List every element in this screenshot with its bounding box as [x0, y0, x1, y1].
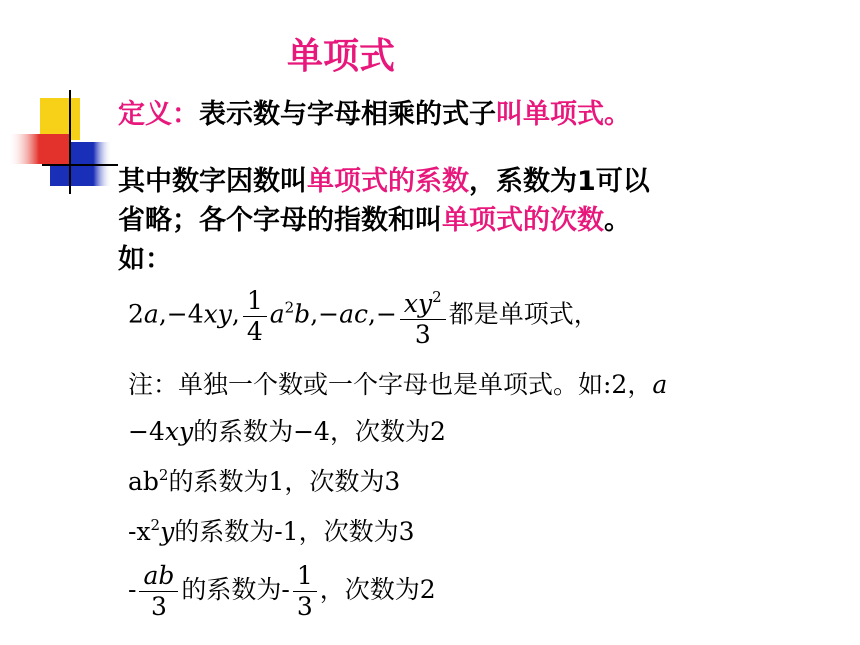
fraction-denominator: 3 [296, 592, 313, 621]
example-line-2 [128, 462, 400, 498]
example-suffix: 都是单项式， [448, 299, 599, 329]
example-exponent: 2 [284, 298, 295, 317]
deco-red-bar [8, 134, 70, 164]
example-comma: , [310, 299, 319, 329]
example-var: xy [403, 289, 433, 318]
coefficient-line-3 [118, 240, 650, 279]
fraction-ab-over-3 [139, 561, 178, 622]
degree-text: 省略；各个字母的指数和叫 [118, 205, 442, 236]
definition-term: 叫单项式。 [496, 99, 631, 130]
coefficient-text-1: 其中数字因数叫 [118, 166, 307, 197]
example-exponent: 2 [432, 288, 442, 306]
line-term: ab [128, 467, 159, 496]
example-comma: , [231, 299, 240, 329]
note-text: 注：单独一个数或一个字母也是单项式。如:2， [128, 370, 653, 399]
line-text: 的系数为−4，次数为2 [193, 417, 446, 446]
line-term: - [128, 575, 137, 604]
definition-label: 定义： [118, 99, 199, 130]
line-exponent: 2 [158, 466, 169, 484]
slide-title: 单项式 [287, 36, 396, 77]
example-formula [128, 282, 599, 350]
line-term: -x [128, 517, 151, 546]
example-var: a [143, 299, 159, 329]
example-comma: , [368, 299, 376, 329]
fraction-numerator: 1 [243, 286, 267, 317]
example-term: − [318, 299, 340, 329]
example-var: a [269, 299, 285, 329]
example-term: − [375, 299, 397, 329]
example-term: −4 [166, 299, 204, 329]
example-var: b [294, 299, 311, 329]
fraction-xy2-over-3 [400, 282, 446, 350]
line-var: ab [143, 561, 175, 590]
example-line-1 [128, 412, 446, 448]
degree-term: 单项式的次数 [442, 205, 604, 236]
example-line-3 [128, 512, 414, 548]
fraction-denominator: 4 [246, 316, 263, 346]
example-term: 2 [128, 299, 144, 329]
fraction-denominator: 3 [150, 592, 167, 621]
coefficient-one: 1 [577, 166, 596, 197]
line-var: xy [164, 417, 194, 446]
coefficient-text-2: ，系数为 [469, 166, 577, 197]
note-var: a [652, 370, 668, 399]
example-var: xy [203, 299, 232, 329]
coefficient-term: 单项式的系数 [307, 166, 469, 197]
line-text: 的系数为1，次数为3 [168, 467, 401, 496]
definition-line [118, 95, 631, 134]
line-text: 的系数为- [181, 575, 290, 604]
fraction-numerator [400, 282, 446, 320]
corner-decoration [0, 90, 120, 280]
example-line-4 [128, 561, 436, 622]
example-lead: 如： [118, 244, 172, 275]
fraction-numerator: 1 [293, 561, 317, 592]
definition-text: 表示数与字母相乘的式子 [199, 99, 496, 130]
coefficient-line-1 [118, 162, 650, 201]
deco-yellow-block [40, 98, 80, 140]
line-text: 的系数为-1，次数为3 [174, 517, 415, 546]
line-exponent: 2 [150, 516, 161, 534]
note-line [128, 365, 667, 401]
example-var: ac [339, 299, 368, 329]
example-comma: , [158, 299, 167, 329]
fraction-denominator: 3 [414, 320, 431, 349]
degree-period: 。 [604, 205, 631, 236]
coefficient-line-2 [118, 201, 650, 240]
coefficient-text-3: 可以 [595, 166, 650, 197]
coefficient-paragraph [118, 162, 650, 279]
fraction-numerator [139, 561, 178, 592]
line-var: y [160, 517, 175, 546]
line-text: ，次数为2 [319, 575, 436, 604]
line-term: −4 [128, 417, 165, 446]
fraction-one-quarter [243, 286, 267, 347]
fraction-one-third [293, 561, 317, 622]
